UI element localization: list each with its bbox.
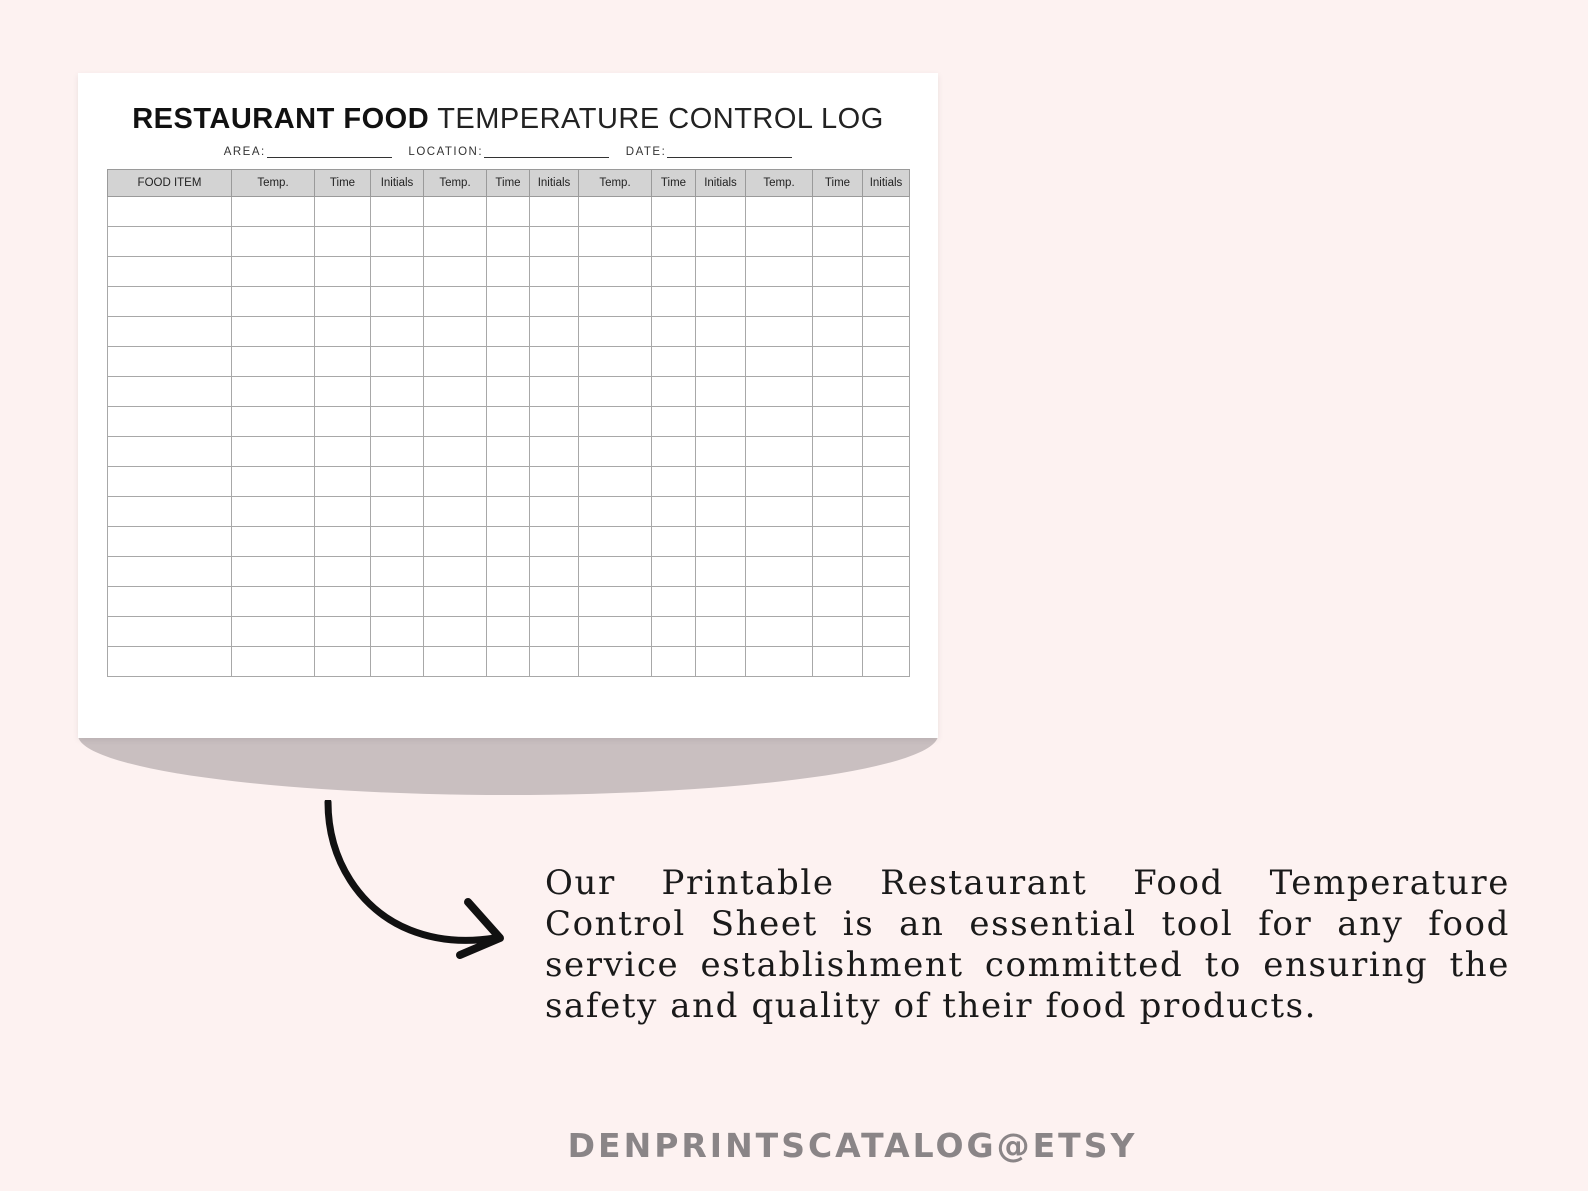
table-cell (652, 557, 696, 587)
table-row (108, 497, 910, 527)
table-cell (371, 497, 424, 527)
table-cell (315, 467, 371, 497)
table-cell (108, 317, 232, 347)
table-cell (579, 317, 652, 347)
table-cell (232, 197, 315, 227)
table-cell (746, 647, 813, 677)
table-cell (232, 617, 315, 647)
table-cell (696, 377, 746, 407)
table-cell (652, 377, 696, 407)
table-cell (813, 377, 863, 407)
table-cell (579, 257, 652, 287)
table-cell (746, 407, 813, 437)
table-cell (424, 407, 487, 437)
table-cell (424, 557, 487, 587)
table-cell (108, 617, 232, 647)
table-cell (696, 287, 746, 317)
table-cell (487, 437, 530, 467)
table-cell (315, 197, 371, 227)
table-cell (652, 227, 696, 257)
sheet-title (78, 103, 938, 136)
table-cell (579, 467, 652, 497)
table-cell (424, 467, 487, 497)
column-header: Initials (863, 170, 910, 197)
table-cell (530, 557, 579, 587)
table-cell (487, 557, 530, 587)
table-cell (424, 437, 487, 467)
table-cell (108, 347, 232, 377)
table-cell (813, 197, 863, 227)
table-cell (530, 257, 579, 287)
table-cell (371, 437, 424, 467)
footer-shop-name: DENPRINTSCATALOG@ETSY (567, 1126, 1138, 1165)
table-cell (696, 467, 746, 497)
table-cell (813, 557, 863, 587)
table-cell (530, 317, 579, 347)
table-cell (652, 647, 696, 677)
table-cell (863, 197, 910, 227)
table-cell (579, 527, 652, 557)
column-header: Temp. (746, 170, 813, 197)
table-cell (232, 377, 315, 407)
table-cell (232, 317, 315, 347)
table-cell (579, 557, 652, 587)
table-cell (530, 227, 579, 257)
table-cell (813, 317, 863, 347)
table-cell (696, 647, 746, 677)
table-cell (371, 257, 424, 287)
table-cell (746, 617, 813, 647)
location-line (484, 147, 609, 158)
table-cell (652, 197, 696, 227)
table-cell (746, 377, 813, 407)
table-cell (652, 497, 696, 527)
table-cell (746, 527, 813, 557)
date-field (626, 146, 793, 158)
area-label: AREA: (223, 146, 266, 158)
table-cell (108, 377, 232, 407)
table-cell (487, 257, 530, 287)
temperature-log-table (107, 169, 910, 677)
table-row (108, 197, 910, 227)
table-cell (487, 587, 530, 617)
table-cell (696, 257, 746, 287)
table-cell (108, 527, 232, 557)
table-cell (530, 377, 579, 407)
table-cell (108, 197, 232, 227)
table-cell (746, 557, 813, 587)
table-cell (746, 347, 813, 377)
table-cell (652, 407, 696, 437)
table-cell (371, 617, 424, 647)
table-body (108, 197, 910, 677)
table-cell (315, 347, 371, 377)
column-header: Temp. (579, 170, 652, 197)
table-cell (696, 347, 746, 377)
table-cell (108, 407, 232, 437)
table-cell (863, 557, 910, 587)
table-cell (813, 227, 863, 257)
table-row (108, 377, 910, 407)
sheet-meta-fields (78, 146, 938, 158)
table-cell (424, 527, 487, 557)
table-row (108, 527, 910, 557)
table-row (108, 257, 910, 287)
table-cell (315, 647, 371, 677)
table-cell (652, 587, 696, 617)
date-label: DATE: (625, 146, 667, 158)
table-cell (813, 617, 863, 647)
table-cell (424, 647, 487, 677)
table-cell (579, 227, 652, 257)
table-cell (315, 527, 371, 557)
table-cell (232, 257, 315, 287)
table-cell (371, 317, 424, 347)
table-cell (530, 647, 579, 677)
table-cell (579, 587, 652, 617)
table-cell (424, 377, 487, 407)
table-cell (487, 497, 530, 527)
table-cell (424, 317, 487, 347)
table-cell (696, 527, 746, 557)
table-cell (530, 407, 579, 437)
table-cell (108, 437, 232, 467)
table-cell (315, 227, 371, 257)
table-cell (696, 497, 746, 527)
table-cell (746, 467, 813, 497)
table-cell (315, 257, 371, 287)
table-cell (232, 557, 315, 587)
table-cell (696, 407, 746, 437)
table-cell (696, 437, 746, 467)
table-cell (863, 587, 910, 617)
table-cell (530, 437, 579, 467)
table-cell (863, 227, 910, 257)
table-cell (579, 407, 652, 437)
table-cell (813, 287, 863, 317)
table-cell (652, 287, 696, 317)
location-label: LOCATION: (408, 146, 484, 158)
table-cell (487, 377, 530, 407)
table-cell (530, 287, 579, 317)
table-cell (315, 437, 371, 467)
table-cell (315, 617, 371, 647)
table-cell (579, 617, 652, 647)
table-cell (315, 287, 371, 317)
table-row (108, 467, 910, 497)
table-cell (863, 497, 910, 527)
table-row (108, 557, 910, 587)
table-row (108, 317, 910, 347)
table-cell (487, 227, 530, 257)
sheet-shadow (78, 735, 938, 795)
table-cell (315, 407, 371, 437)
table-cell (579, 377, 652, 407)
table-cell (863, 317, 910, 347)
table-cell (863, 467, 910, 497)
description-text: Our Printable Restaurant Food Temperature Control Sheet is an essential tool for any food service establishment committed to ensuring the safety and quality of their food products. (545, 863, 1510, 1026)
table-row (108, 647, 910, 677)
column-header: Time (652, 170, 696, 197)
table-cell (813, 257, 863, 287)
curved-arrow-icon (320, 800, 510, 970)
area-line (267, 147, 392, 158)
table-cell (813, 407, 863, 437)
table-cell (424, 257, 487, 287)
table-cell (746, 317, 813, 347)
table-cell (232, 347, 315, 377)
column-header: Initials (371, 170, 424, 197)
table-cell (487, 197, 530, 227)
table-cell (371, 407, 424, 437)
table-cell (652, 317, 696, 347)
table-cell (424, 587, 487, 617)
table-cell (813, 647, 863, 677)
table-cell (108, 227, 232, 257)
table-cell (530, 467, 579, 497)
table-cell (108, 497, 232, 527)
table-cell (652, 617, 696, 647)
table-cell (487, 647, 530, 677)
table-cell (371, 377, 424, 407)
table-header-row (108, 170, 910, 197)
table-cell (863, 347, 910, 377)
table-cell (232, 437, 315, 467)
table-cell (424, 347, 487, 377)
table-cell (108, 647, 232, 677)
table-cell (652, 257, 696, 287)
column-header: Time (487, 170, 530, 197)
table-cell (746, 437, 813, 467)
table-cell (487, 347, 530, 377)
table-cell (746, 287, 813, 317)
table-cell (108, 587, 232, 617)
table-cell (487, 407, 530, 437)
table-cell (371, 557, 424, 587)
table-cell (371, 197, 424, 227)
table-cell (863, 257, 910, 287)
table-cell (371, 647, 424, 677)
table-cell (487, 287, 530, 317)
column-header: Initials (696, 170, 746, 197)
table-cell (424, 227, 487, 257)
table-cell (813, 527, 863, 557)
table-cell (315, 497, 371, 527)
table-cell (696, 227, 746, 257)
table-cell (232, 527, 315, 557)
table-row (108, 587, 910, 617)
column-header: FOOD ITEM (108, 170, 232, 197)
column-header: Time (813, 170, 863, 197)
table-cell (863, 377, 910, 407)
table-cell (424, 287, 487, 317)
table-row (108, 347, 910, 377)
table-cell (424, 617, 487, 647)
location-field (408, 146, 609, 158)
table-cell (232, 287, 315, 317)
table-cell (813, 347, 863, 377)
table-cell (579, 497, 652, 527)
table-cell (371, 527, 424, 557)
table-cell (579, 347, 652, 377)
table-cell (746, 587, 813, 617)
table-cell (652, 467, 696, 497)
table-cell (746, 257, 813, 287)
table-cell (487, 617, 530, 647)
column-header: Temp. (232, 170, 315, 197)
table-cell (315, 557, 371, 587)
table-cell (108, 557, 232, 587)
table-cell (108, 257, 232, 287)
table-cell (696, 587, 746, 617)
table-cell (696, 197, 746, 227)
table-row (108, 617, 910, 647)
table-cell (579, 437, 652, 467)
table-cell (746, 227, 813, 257)
table-cell (863, 527, 910, 557)
date-line (667, 147, 792, 158)
table-cell (232, 227, 315, 257)
table-cell (696, 617, 746, 647)
column-header: Temp. (424, 170, 487, 197)
table-cell (371, 287, 424, 317)
table-cell (813, 437, 863, 467)
table-cell (579, 287, 652, 317)
table-cell (863, 287, 910, 317)
table-cell (371, 347, 424, 377)
table-cell (530, 197, 579, 227)
table-cell (530, 497, 579, 527)
sheet-title-bold: RESTAURANT FOOD (132, 103, 430, 135)
table-row (108, 437, 910, 467)
column-header: Time (315, 170, 371, 197)
table-cell (232, 647, 315, 677)
table-cell (579, 197, 652, 227)
table-cell (108, 467, 232, 497)
table-cell (487, 527, 530, 557)
table-cell (371, 227, 424, 257)
table-cell (579, 647, 652, 677)
table-cell (863, 437, 910, 467)
table-cell (371, 587, 424, 617)
table-cell (652, 347, 696, 377)
table-cell (530, 587, 579, 617)
table-cell (813, 467, 863, 497)
table-cell (424, 497, 487, 527)
table-cell (746, 497, 813, 527)
table-cell (696, 317, 746, 347)
sheet-title-light: TEMPERATURE CONTROL LOG (437, 103, 884, 135)
table-cell (232, 467, 315, 497)
table-cell (813, 587, 863, 617)
table-cell (315, 377, 371, 407)
table-cell (863, 617, 910, 647)
table-cell (108, 287, 232, 317)
table-cell (232, 497, 315, 527)
table-cell (530, 527, 579, 557)
table-cell (813, 497, 863, 527)
table-cell (530, 617, 579, 647)
table-cell (232, 407, 315, 437)
table-cell (371, 467, 424, 497)
table-cell (530, 347, 579, 377)
table-cell (746, 197, 813, 227)
table-cell (315, 317, 371, 347)
area-field (224, 146, 392, 158)
table-cell (863, 407, 910, 437)
table-cell (652, 437, 696, 467)
table-cell (487, 317, 530, 347)
table-cell (487, 467, 530, 497)
table-row (108, 227, 910, 257)
table-row (108, 287, 910, 317)
table-cell (232, 587, 315, 617)
table-cell (696, 557, 746, 587)
table-cell (652, 527, 696, 557)
table-row (108, 407, 910, 437)
printable-sheet (78, 73, 938, 738)
table-cell (863, 647, 910, 677)
column-header: Initials (530, 170, 579, 197)
table-cell (424, 197, 487, 227)
table-cell (315, 587, 371, 617)
